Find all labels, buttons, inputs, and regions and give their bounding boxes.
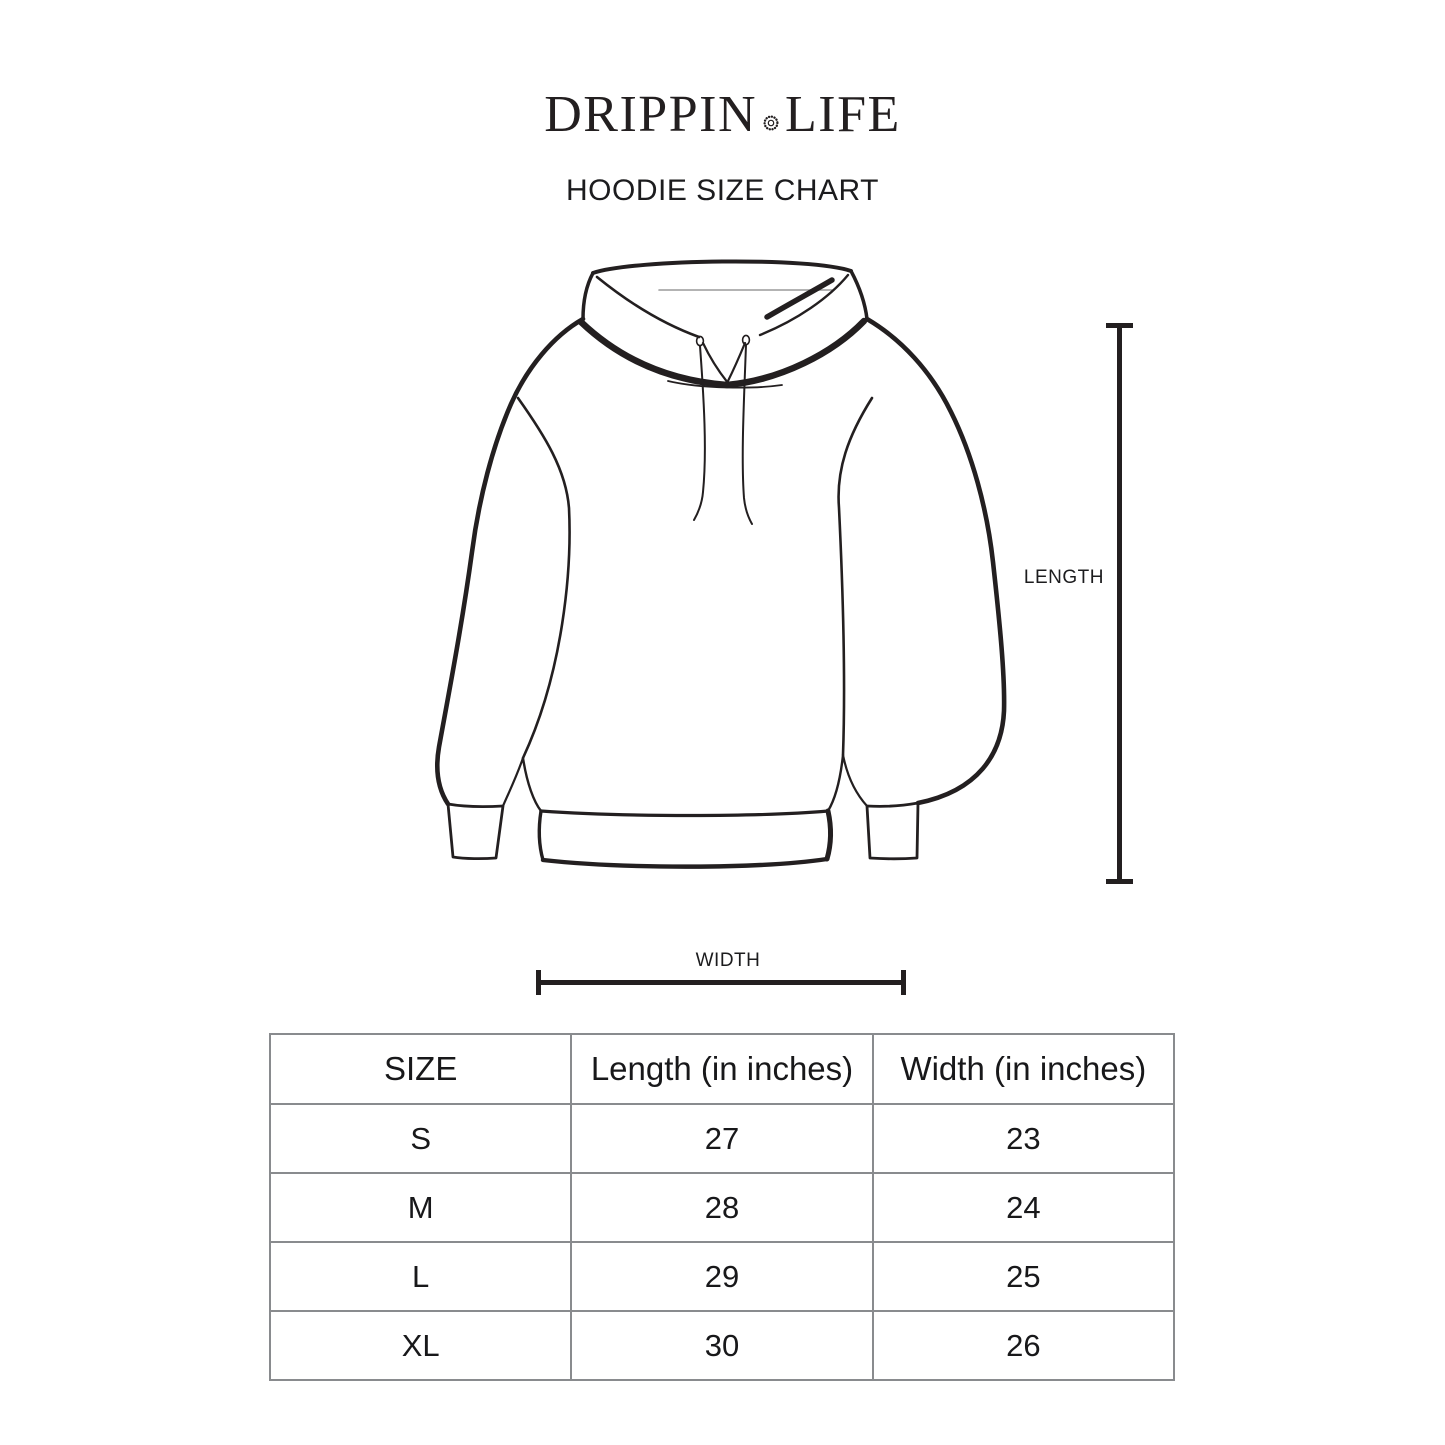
length-dimension-cap-bottom — [1106, 879, 1133, 884]
table-row-xl — [270, 1311, 1174, 1380]
cell-length: 27 — [571, 1104, 872, 1173]
header-size: SIZE — [270, 1034, 571, 1104]
diamond-gem-icon — [762, 89, 780, 143]
cell-width: 24 — [873, 1173, 1174, 1242]
width-label: WIDTH — [695, 950, 761, 971]
cell-length: 30 — [571, 1311, 872, 1380]
brand-word-life: LIFE — [785, 86, 901, 143]
table-row-s — [270, 1104, 1174, 1173]
hoodie-line-art — [415, 240, 1035, 900]
page-title: HOODIE SIZE CHART — [566, 174, 879, 207]
length-dimension-line — [1117, 325, 1122, 882]
length-label: LENGTH — [1023, 567, 1104, 588]
cell-size: XL — [270, 1311, 571, 1380]
width-dimension-cap-right — [901, 970, 906, 995]
cell-length: 29 — [571, 1242, 872, 1311]
cell-width: 25 — [873, 1242, 1174, 1311]
cell-width: 23 — [873, 1104, 1174, 1173]
brand-word-drippin: DRIPPIN — [544, 86, 757, 143]
header-width: Width (in inches) — [873, 1034, 1174, 1104]
header-length: Length (in inches) — [571, 1034, 872, 1104]
cell-size: S — [270, 1104, 571, 1173]
cell-size: L — [270, 1242, 571, 1311]
length-dimension-cap-top — [1106, 323, 1133, 328]
size-chart-table — [269, 1033, 1175, 1381]
cell-size: M — [270, 1173, 571, 1242]
table-row-l — [270, 1242, 1174, 1311]
table-header-row — [270, 1034, 1174, 1104]
cell-width: 26 — [873, 1311, 1174, 1380]
table-row-m — [270, 1173, 1174, 1242]
brand-logo — [0, 88, 1445, 143]
width-dimension-cap-left — [536, 970, 541, 995]
width-dimension-line — [538, 980, 906, 985]
cell-length: 28 — [571, 1173, 872, 1242]
